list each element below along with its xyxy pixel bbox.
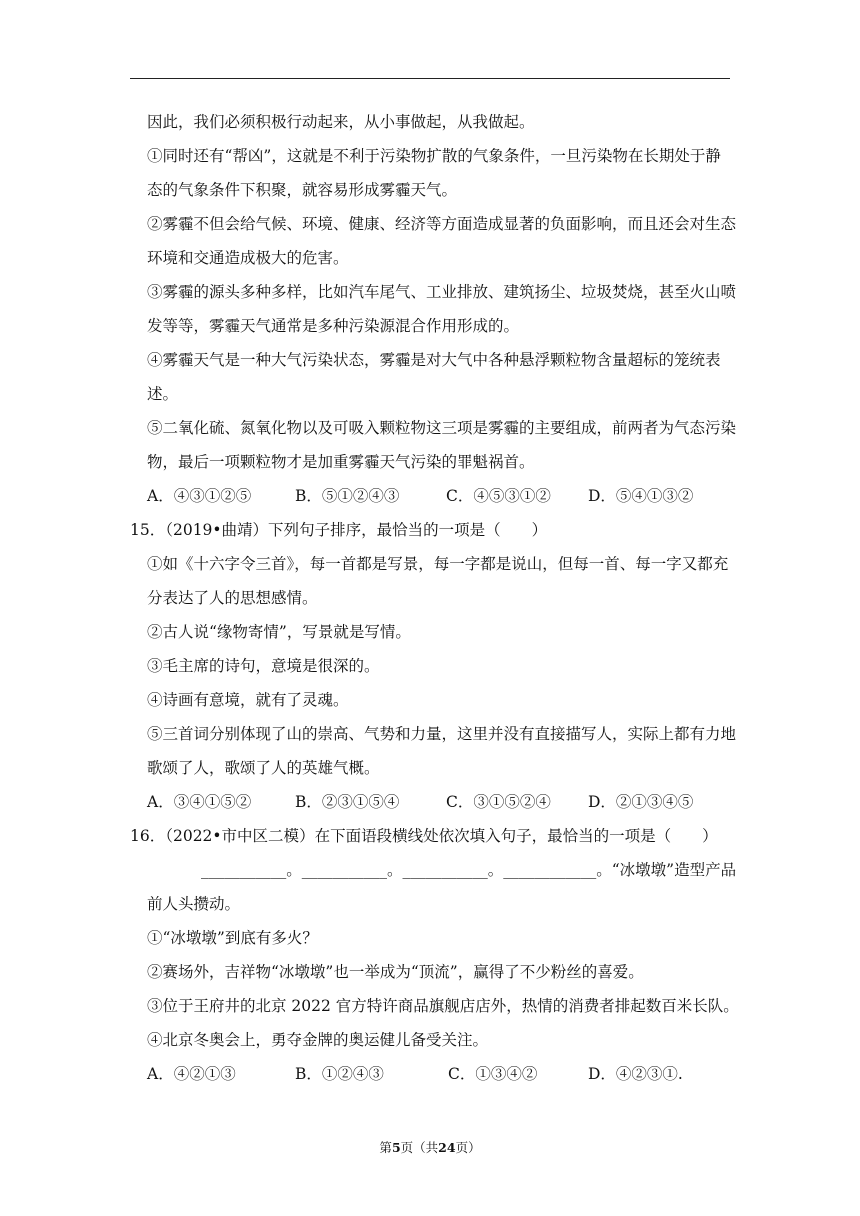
q14-sentence-1-line-1: ①同时还有“帮凶”，这就是不利于污染物扩散的气象条件，一旦污染物在长期处于静 [147,147,721,165]
header-rule [130,78,730,79]
page-content [130,105,739,1091]
q14-options [130,479,732,513]
q15-option-c[interactable]: C．③①⑤②④ [446,793,551,811]
footer-suffix: 页） [455,1140,481,1155]
page-footer [0,1138,860,1156]
q15-sentence-5-line-1: ⑤三首词分别体现了山的崇高、气势和力量，这里并没有直接描写人，实际上都有力地 [147,725,737,743]
q16-option-a[interactable]: A．④②①③ [147,1065,236,1083]
q15-sentence-4: ④诗画有意境，就有了灵魂。 [147,691,349,709]
q16-option-d[interactable]: D．④②③①. [588,1065,683,1083]
q15-sentence-1-line-2: 分表达了人的思想感情。 [147,589,318,607]
q14-option-a[interactable]: A．④③①②⑤ [147,487,252,505]
q14-sentence-5-line-1: ⑤二氧化硫、氮氧化物以及可吸入颗粒物这三项是雾霾的主要组成，前两者为气态污染 [147,419,737,437]
q15-option-a[interactable]: A．③④①⑤② [147,793,252,811]
q14-sentence-3-line-2: 发等等，雾霾天气通常是多种污染源混合作用形成的。 [147,317,520,335]
q16-option-c[interactable]: C．①③④② [448,1065,538,1083]
q14-option-b[interactable]: B．⑤①②④③ [295,487,400,505]
q16-options [130,1057,732,1091]
q15-sentence-1-line-1: ①如《十六字令三首》，每一首都是写景，每一字都是说山，但每一首、每一字又都充 [147,555,729,573]
q15-stem: 15．（2019•曲靖）下列句子排序，最恰当的一项是（ ） [130,521,548,539]
q14-sentence-1-line-2: 态的气象条件下积聚，就容易形成雾霾天气。 [147,181,458,199]
q15-options [130,785,732,819]
footer-mid: 页（共 [400,1140,439,1155]
q15-option-d[interactable]: D．②①③④⑤ [588,793,694,811]
q14-option-d[interactable]: D．⑤④①③② [588,487,694,505]
q16-blank-line: ___________。___________。___________。____________。“冰墩墩”造型产品 [201,861,737,879]
q14-sentence-3-line-1: ③雾霾的源头多种多样，比如汽车尾气、工业排放、建筑扬尘、垃圾焚烧，甚至火山喷 [147,283,737,301]
q15-sentence-2: ②古人说“缘物寄情”，写景就是写情。 [147,623,411,641]
q14-option-c[interactable]: C．④⑤③①② [446,487,551,505]
q14-sentence-4-line-1: ④雾霾天气是一种大气污染状态，雾霾是对大气中各种悬浮颗粒物含量超标的笼统表 [147,351,721,369]
q16-sentence-2: ②赛场外，吉祥物“冰墩墩”也一举成为“顶流”，赢得了不少粉丝的喜爱。 [147,963,644,981]
q14-intro: 因此，我们必须积极行动起来，从小事做起，从我做起。 [147,113,535,131]
q14-sentence-4-line-2: 述。 [147,385,179,403]
q16-sentence-1: ①“冰墩墩”到底有多火？ [147,929,318,947]
q15-sentence-5-line-2: 歌颂了人，歌颂了人的英雄气概。 [147,759,380,777]
q16-sentence-4: ④北京冬奥会上，勇夺金牌的奥运健儿备受关注。 [147,1031,489,1049]
q16-sentence-3: ③位于王府井的北京 2022 官方特许商品旗舰店店外，热情的消费者排起数百米长队。 [147,997,739,1015]
q14-sentence-5-line-2: 物，最后一项颗粒物才是加重雾霾天气污染的罪魁祸首。 [147,453,535,471]
q14-sentence-2-line-1: ②雾霾不但会给气候、环境、健康、经济等方面造成显著的负面影响，而且还会对生态 [147,215,737,233]
footer-total-pages: 24 [438,1140,456,1155]
q15-sentence-3: ③毛主席的诗句，意境是很深的。 [147,657,380,675]
q14-sentence-2-line-2: 环境和交通造成极大的危害。 [147,249,349,267]
q16-option-b[interactable]: B．①②④③ [295,1065,384,1083]
q16-stem: 16．（2022•市中区二模）在下面语段横线处依次填入句子，最恰当的一项是（ ） [130,827,718,845]
q15-option-b[interactable]: B．②③①⑤④ [295,793,400,811]
footer-prefix: 第 [379,1140,392,1155]
q16-blank-line-2: 前人头攒动。 [147,895,241,913]
footer-page-number: 5 [391,1140,401,1155]
